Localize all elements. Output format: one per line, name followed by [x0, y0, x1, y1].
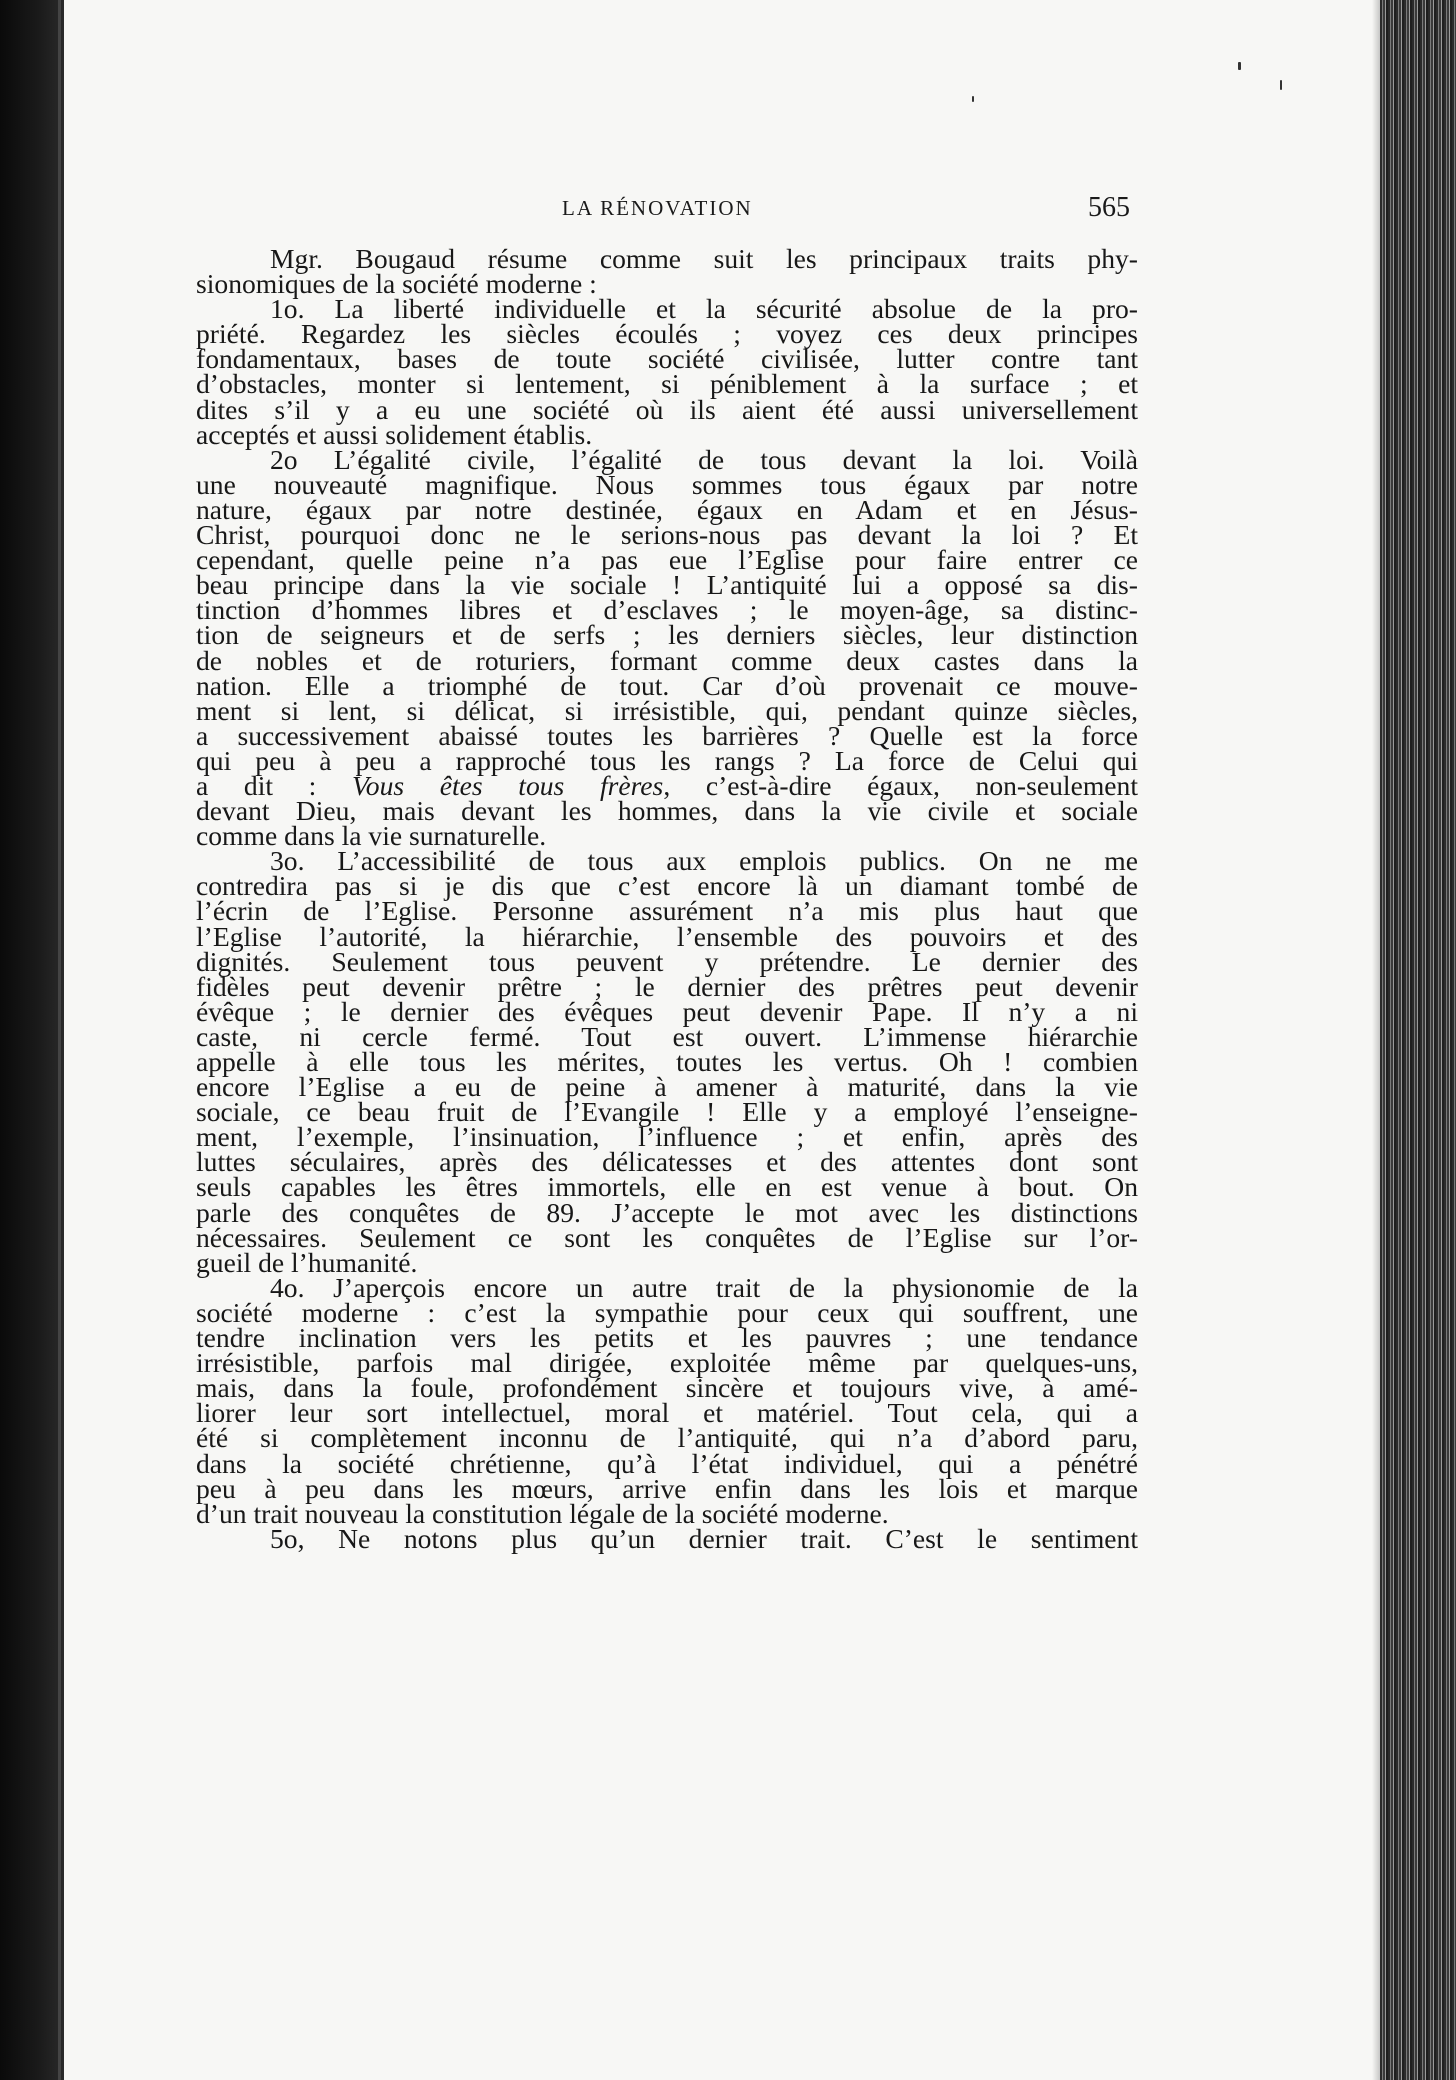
text-line: fondamentaux, bases de toute société civilisée, lutter contre tant: [196, 343, 1138, 375]
text-line: 2o L’égalité civile, l’égalité de tous devant la loi. Voilà: [270, 443, 1138, 475]
text-line: dites s’il y a eu une société où ils aient été aussi universellement: [196, 393, 1138, 425]
text-line: luttes séculaires, après des délicatesses et des attentes dont sont: [196, 1146, 1138, 1178]
text-line: peu à peu dans les mœurs, arrive enfin dans les lois et marque: [196, 1472, 1138, 1504]
text-line: contredira pas si je dis que c’est encore là un diamant tombé de: [196, 870, 1138, 902]
text-line: sionomiques de la société moderne :: [196, 268, 597, 300]
text-line: devant Dieu, mais devant les hommes, dans la vie civile et sociale: [196, 795, 1138, 827]
text-line: 3o. L’accessibilité de tous aux emplois publics. On ne me: [270, 845, 1138, 877]
paragraph: [196, 1271, 1138, 1529]
text-line: dans la société chrétienne, qu’à l’état individuel, qui a pénétré: [196, 1447, 1138, 1479]
text-line: priété. Regardez les siècles écoulés ; voyez ces deux principes: [196, 318, 1138, 350]
text-line: ment, l’exemple, l’insinuation, l’influence ; et enfin, après des: [196, 1121, 1138, 1153]
scan-left-shadow: [0, 0, 64, 2080]
text-line: mais, dans la foule, profondément sincère et toujours vive, à amé-: [196, 1372, 1138, 1404]
text-line: encore l’Eglise a eu de peine à amener à maturité, dans la vie: [196, 1071, 1138, 1103]
paragraph: [196, 293, 1138, 450]
text-line: cependant, quelle peine n’a pas eue l’Eglise pour faire entrer ce: [196, 544, 1138, 576]
text-line: qui peu à peu a rapproché tous les rangs ? La force de Celui qui: [196, 744, 1138, 776]
text-segment: , c’est-à-dire égaux, non-seulement: [663, 769, 1138, 801]
text-line: dignités. Seulement tous peuvent y prétendre. Le dernier des: [196, 945, 1138, 977]
scan-speck: [1238, 62, 1241, 70]
text-line: 5o, Ne notons plus qu’un dernier trait. C’est le sentiment: [270, 1522, 1138, 1554]
text-line: une nouveauté magnifique. Nous sommes tous égaux par notre: [196, 468, 1138, 500]
paragraph: [196, 443, 1138, 852]
text-line: ment si lent, si délicat, si irrésistible, qui, pendant quinze siècles,: [196, 694, 1138, 726]
text-line: d’obstacles, monter si lentement, si péniblement à la surface ; et: [196, 368, 1138, 400]
text-line: tendre inclination vers les petits et les pauvres ; une tendance: [196, 1322, 1138, 1354]
text-line: été si complètement inconnu de l’antiquité, qui n’a d’abord paru,: [196, 1422, 1138, 1454]
scan-speck: [1280, 80, 1282, 90]
text-line: Christ, pourquoi donc ne le serions-nous pas devant la loi ? Et: [196, 519, 1138, 551]
stacked-page-edges: [1380, 0, 1456, 2080]
text-line: tinction d’hommes libres et d’esclaves ; le moyen-âge, sa distinc-: [196, 594, 1138, 626]
body-text: [196, 243, 1138, 1554]
text-line: seuls capables les êtres immortels, elle en est venue à bout. On: [196, 1171, 1138, 1203]
text-line: 1o. La liberté individuelle et la sécurité absolue de la pro-: [270, 293, 1138, 325]
text-line: beau principe dans la vie sociale ! L’antiquité lui a opposé sa dis-: [196, 569, 1138, 601]
text-line: caste, ni cercle fermé. Tout est ouvert. L’immense hiérarchie: [196, 1020, 1138, 1052]
scan-speck: [972, 96, 974, 102]
text-line: l’écrin de l’Eglise. Personne assurément n’a mis plus haut que: [196, 895, 1138, 927]
text-line: nature, égaux par notre destinée, égaux en Adam et en Jésus-: [196, 493, 1138, 525]
paragraph: [196, 845, 1138, 1278]
text-line: comme dans la vie surnaturelle.: [196, 820, 547, 852]
scan-left-edge: [58, 0, 61, 2080]
text-line: société moderne : c’est la sympathie pour ceux qui souffrent, une: [196, 1296, 1138, 1328]
text-segment: a dit :: [196, 769, 352, 801]
running-title: LA RÉNOVATION: [562, 196, 753, 220]
text-line: irrésistible, parfois mal dirigée, exploitée même par quelques-uns,: [196, 1347, 1138, 1379]
paragraph: [196, 243, 1138, 300]
text-line: évêque ; le dernier des évêques peut devenir Pape. Il n’y a ni: [196, 995, 1138, 1027]
text-line: appelle à elle tous les mérites, toutes les vertus. Oh ! combien: [196, 1046, 1138, 1077]
text-line: parle des conquêtes de 89. J’accepte le mot avec les distinctions: [196, 1196, 1138, 1228]
text-line: d’un trait nouveau la constitution légale de la société moderne.: [196, 1497, 889, 1529]
text-line: liorer leur sort intellectuel, moral et matériel. Tout cela, qui a: [196, 1397, 1138, 1429]
text-line: Mgr. Bougaud résume comme suit les principaux traits phy-: [270, 243, 1138, 274]
text-line: nation. Elle a triomphé de tout. Car d’où provenait ce mouve-: [196, 669, 1138, 701]
text-line: tion de seigneurs et de serfs ; les derniers siècles, leur distinction: [196, 619, 1138, 651]
text-line: l’Eglise l’autorité, la hiérarchie, l’ensemble des pouvoirs et des: [196, 920, 1138, 952]
text-line: acceptés et aussi solidement établis.: [196, 418, 593, 450]
text-line: gueil de l’humanité.: [196, 1246, 418, 1278]
text-line: de nobles et de roturiers, formant comme deux castes dans la: [196, 644, 1138, 676]
text-line: nécessaires. Seulement ce sont les conquêtes de l’Eglise sur l’or-: [196, 1221, 1138, 1253]
text-line: sociale, ce beau fruit de l’Evangile ! Elle y a employé l’enseigne-: [196, 1096, 1138, 1128]
italic-quote: Vous êtes tous frères: [351, 769, 664, 801]
text-line: fidèles peut devenir prêtre ; le dernier des prêtres peut devenir: [196, 970, 1138, 1002]
page-number: 565: [1088, 192, 1130, 223]
text-line: 4o. J’aperçois encore un autre trait de la physionomie de la: [270, 1271, 1138, 1303]
paragraph: [196, 1522, 1138, 1554]
text-line: a successivement abaissé toutes les barrières ? Quelle est la force: [196, 719, 1138, 751]
